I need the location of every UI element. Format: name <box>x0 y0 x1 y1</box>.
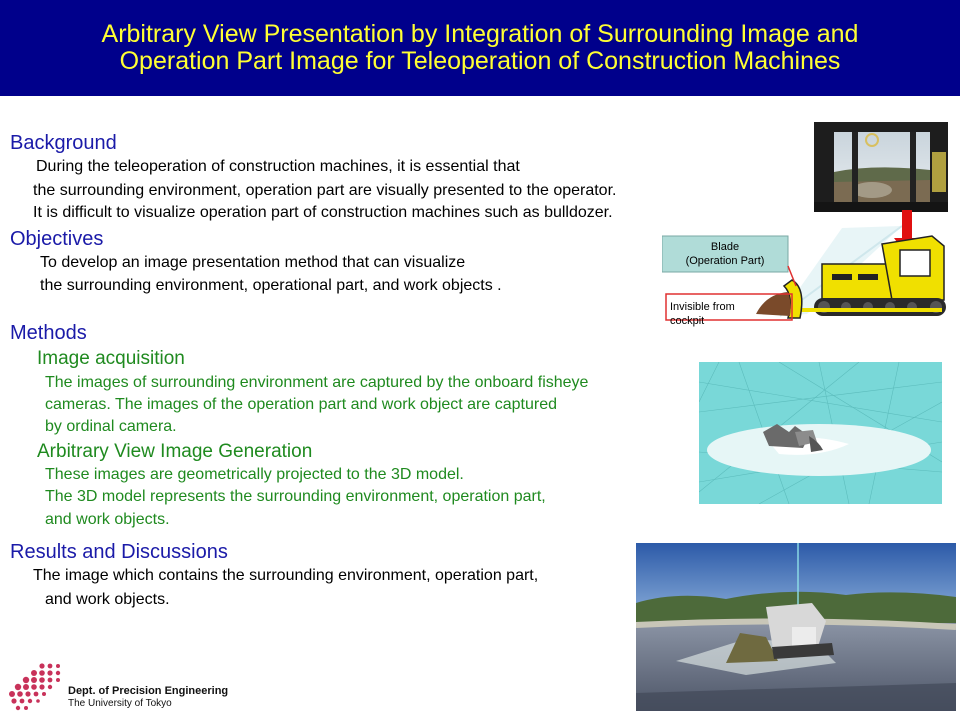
blade-label <box>662 240 788 268</box>
blade-label-line-2: (Operation Part) <box>685 255 765 267</box>
methods-heading: Methods <box>10 322 87 344</box>
acquisition-heading: Image acquisition <box>37 348 185 369</box>
objectives-heading: Objectives <box>10 228 104 250</box>
generation-line-2: The 3D model represents the surrounding environment, operation part, <box>45 488 546 505</box>
result-image <box>636 543 956 711</box>
background-line-3: It is difficult to visualize operation part of construction machines such as bulldozer. <box>33 204 613 221</box>
background-line-1: During the teleoperation of construction machines, it is essential that <box>36 158 520 175</box>
title-line-2: Operation Part Image for Teleoperation of Construction Machines <box>119 47 841 75</box>
background-heading: Background <box>10 132 117 154</box>
generation-heading: Arbitrary View Image Generation <box>37 441 313 462</box>
dept-logo-icon <box>6 660 66 712</box>
logo-line-1: Dept. of Precision Engineering <box>68 685 229 697</box>
bulldozer-diagram <box>662 206 952 336</box>
background-line-2: the surrounding environment, operation part are visually presented to the operator. <box>33 182 617 199</box>
title-line-1: Arbitrary View Presentation by Integration of Surrounding Image and <box>101 20 859 48</box>
title-banner <box>0 0 960 96</box>
cockpit-view-photo <box>814 122 948 212</box>
blade-label-line-1: Blade <box>710 241 740 253</box>
invisible-label-line-2: cockpit <box>670 315 705 327</box>
objectives-line-1: To develop an image presentation method that can visualize <box>40 254 466 271</box>
mesh-model-image <box>699 362 942 504</box>
acquisition-line-1: The images of surrounding environment are captured by the onboard fisheye <box>45 374 589 391</box>
results-line-2: and work objects. <box>45 591 170 608</box>
invisible-label-line-1: Invisible from <box>670 301 735 313</box>
invisible-label <box>670 300 735 328</box>
acquisition-line-3: by ordinal camera. <box>45 418 177 435</box>
logo-line-2: The University of Tokyo <box>68 698 172 709</box>
results-line-1: The image which contains the surrounding environment, operation part, <box>33 567 539 584</box>
generation-line-3: and work objects. <box>45 511 170 528</box>
generation-line-1: These images are geometrically projected to the 3D model. <box>45 466 464 483</box>
objectives-line-2: the surrounding environment, operational part, and work objects . <box>40 277 502 294</box>
results-heading: Results and Discussions <box>10 541 228 563</box>
acquisition-line-2: cameras. The images of the operation part and work object are captured <box>45 396 557 413</box>
